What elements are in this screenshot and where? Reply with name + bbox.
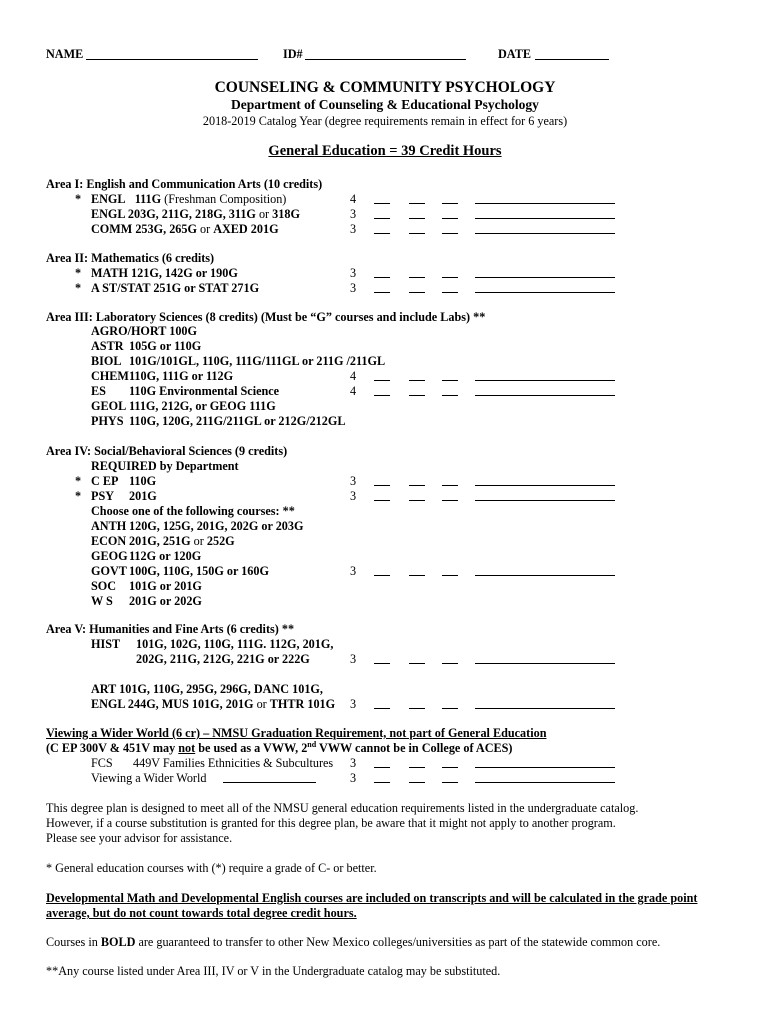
credits: 3 — [350, 281, 357, 295]
course-code: W S — [91, 594, 113, 608]
course-code: ENGL — [91, 192, 126, 206]
semester-blank[interactable] — [374, 203, 390, 204]
credits: 3 — [350, 474, 357, 488]
area1-course-2 — [91, 207, 300, 221]
required-star: * — [75, 474, 82, 488]
credits: 4 — [350, 384, 357, 398]
course-taken-blank[interactable] — [475, 395, 615, 396]
credits: 3 — [350, 489, 357, 503]
course-taken-blank[interactable] — [475, 767, 615, 768]
credits: 3 — [350, 771, 357, 785]
program-title: COUNSELING & COMMUNITY PSYCHOLOGY — [214, 79, 556, 96]
developmental-note-1: Developmental Math and Developmental English courses are included on transcripts and will be calculated in the grade point — [46, 891, 698, 905]
course-code: ES — [91, 384, 106, 398]
required-star: * — [75, 281, 82, 295]
area3-row — [91, 354, 385, 368]
course-taken-blank[interactable] — [475, 233, 615, 234]
credits: 3 — [350, 207, 357, 221]
required-star: * — [75, 266, 82, 280]
semester-blank[interactable] — [374, 395, 390, 396]
area3-row — [91, 369, 233, 383]
vww-course-2: Viewing a Wider World — [91, 771, 207, 785]
footer-para-1-line-3: Please see your advisor for assistance. — [46, 831, 233, 845]
course-list: 105G or 110G — [129, 339, 202, 353]
semester-blank[interactable] — [374, 708, 390, 709]
course-list: 110G Environmental Science — [129, 384, 280, 398]
developmental-note-2: average, but do not count towards total degree credit hours. — [46, 906, 357, 920]
course-taken-blank[interactable] — [475, 380, 615, 381]
course-list: 110G, 120G, 211G/211GL or 212G/212GL — [129, 414, 346, 428]
course-code: ANTH — [91, 519, 127, 533]
semester-blank[interactable] — [374, 782, 390, 783]
gen-ed-title: General Education = 39 Credit Hours — [268, 143, 502, 159]
year-blank[interactable] — [409, 395, 425, 396]
grade-blank[interactable] — [442, 203, 458, 204]
semester-blank[interactable] — [374, 233, 390, 234]
area2-heading: Area II: Mathematics (6 credits) — [46, 251, 215, 265]
name-label: NAME — [46, 47, 84, 61]
grade-blank[interactable] — [442, 500, 458, 501]
course-code: PSY — [91, 489, 115, 503]
area2-course-1: MATH 121G, 142G or 190G — [91, 266, 238, 280]
required-by-dept: REQUIRED by Department — [91, 459, 239, 473]
note-part: are guaranteed to transfer to other New Mexico colleges/universities as part of the statewide common core. — [138, 935, 661, 949]
semester-blank[interactable] — [374, 575, 390, 576]
course-taken-blank[interactable] — [475, 708, 615, 709]
course-end: 252G — [206, 534, 235, 548]
or-word: or — [193, 534, 204, 548]
grade-blank[interactable] — [442, 277, 458, 278]
area4-row — [91, 594, 202, 608]
area3-row — [91, 399, 276, 413]
or-word: or — [200, 222, 211, 236]
course-taken-blank[interactable] — [475, 575, 615, 576]
hist-courses-1: 101G, 102G, 110G, 111G. 112G, 201G, — [136, 637, 334, 651]
course-code: FCS — [91, 756, 113, 770]
vww-course-1 — [91, 756, 333, 770]
area4-course-1 — [91, 474, 156, 488]
hist-courses-2: 202G, 211G, 212G, 221G or 222G — [136, 652, 310, 666]
grade-blank[interactable] — [442, 395, 458, 396]
course-list: 111G, 212G, or GEOG 111G — [129, 399, 276, 413]
credits: 4 — [350, 192, 357, 206]
area3-row — [91, 384, 279, 398]
or-word: or — [258, 207, 270, 221]
area1-course-1 — [91, 192, 286, 206]
date-label: DATE — [498, 47, 531, 61]
credits: 3 — [350, 652, 357, 666]
semester-blank[interactable] — [374, 663, 390, 664]
course-list: 101G/101GL, 110G, 111G/111GL or 211G /211GL — [129, 354, 386, 368]
year-blank[interactable] — [409, 782, 425, 783]
course-taken-blank[interactable] — [475, 485, 615, 486]
year-blank[interactable] — [409, 485, 425, 486]
grade-blank[interactable] — [442, 575, 458, 576]
grade-blank[interactable] — [442, 485, 458, 486]
semester-blank[interactable] — [374, 380, 390, 381]
grade-blank[interactable] — [442, 708, 458, 709]
date-field[interactable] — [535, 59, 609, 60]
course-code: BIOL — [91, 354, 122, 368]
grade-blank[interactable] — [442, 767, 458, 768]
substitution-note: **Any course listed under Area III, IV or V in the Undergraduate catalog may be substituted. — [46, 964, 501, 978]
footer-para-1-line-1: This degree plan is designed to meet all of the NMSU general education requirements listed in the undergraduate catalog. — [46, 801, 639, 815]
required-star: * — [75, 489, 82, 503]
vww-note-not: not — [178, 741, 196, 755]
vww-note — [46, 741, 512, 755]
course-code: ASTR — [91, 339, 124, 353]
grade-blank[interactable] — [442, 233, 458, 234]
grade-blank[interactable] — [442, 380, 458, 381]
semester-blank[interactable] — [374, 767, 390, 768]
credits: 3 — [350, 756, 357, 770]
credits: 3 — [350, 697, 357, 711]
note-bold: BOLD — [100, 935, 136, 949]
area1-heading: Area I: English and Communication Arts (10 credits) — [46, 177, 323, 191]
grade-blank[interactable] — [442, 218, 458, 219]
department-title: Department of Counseling & Educational Psychology — [231, 97, 539, 112]
course-code: GOVT — [91, 564, 127, 578]
course-number: 111G — [134, 192, 162, 206]
vww-course-field[interactable] — [223, 782, 316, 783]
course-list: 112G or 120G — [129, 549, 202, 563]
credits: 3 — [350, 222, 357, 236]
id-label: ID# — [283, 47, 303, 61]
area5-heading: Area V: Humanities and Fine Arts (6 credits) ** — [46, 622, 295, 636]
course-end: AXED 201G — [213, 222, 279, 236]
course-list: ENGL 244G, MUS 101G, 201G — [91, 697, 254, 711]
course-taken-blank[interactable] — [475, 292, 615, 293]
arts-courses-1: ART 101G, 110G, 295G, 296G, DANC 101G, — [91, 682, 323, 696]
semester-blank[interactable] — [374, 292, 390, 293]
area4-row — [91, 549, 201, 563]
course-title: 449V Families Ethnicities & Subcultures — [133, 756, 334, 770]
course-list: COMM 253G, 265G — [91, 222, 197, 236]
area4-row — [91, 534, 235, 548]
area2-course-2: A ST/STAT 251G or STAT 271G — [91, 281, 260, 295]
vww-note-part: be used as a VWW, 2 — [198, 741, 308, 755]
year-blank[interactable] — [409, 380, 425, 381]
credits: 4 — [350, 369, 357, 383]
course-code: CHEM — [91, 369, 129, 383]
name-field[interactable] — [86, 59, 258, 60]
course-code: PHYS — [91, 414, 124, 428]
credits: 3 — [350, 266, 357, 280]
grade-blank[interactable] — [442, 782, 458, 783]
course-number: 201G — [129, 489, 157, 503]
course-taken-blank[interactable] — [475, 500, 615, 501]
course-list: 120G, 125G, 201G, 202G or 203G — [129, 519, 304, 533]
year-blank[interactable] — [409, 233, 425, 234]
course-taken-blank[interactable] — [475, 663, 615, 664]
year-blank[interactable] — [409, 500, 425, 501]
grade-blank[interactable] — [442, 292, 458, 293]
year-blank[interactable] — [409, 292, 425, 293]
course-list: ENGL 203G, 211G, 218G, 311G — [91, 207, 256, 221]
year-blank[interactable] — [409, 277, 425, 278]
year-blank[interactable] — [409, 767, 425, 768]
course-code: SOC — [91, 579, 117, 593]
area3-heading: Area III: Laboratory Sciences (8 credits) (Must be “G” courses and include Labs) ** — [46, 310, 486, 324]
course-code: C EP — [91, 474, 119, 488]
course-code: AGRO/HORT 100G — [91, 324, 197, 338]
area4-row — [91, 564, 269, 578]
vww-heading: Viewing a Wider World (6 cr) – NMSU Graduation Requirement, not part of General Education — [46, 726, 547, 740]
course-taken-blank[interactable] — [475, 218, 615, 219]
or-word: or — [256, 697, 267, 711]
id-field[interactable] — [305, 59, 466, 60]
footer-grade-note: * General education courses with (*) require a grade of C- or better. — [46, 861, 377, 875]
course-taken-blank[interactable] — [475, 277, 615, 278]
footer-para-1-line-2: However, if a course substitution is granted for this degree plan, be aware that it might not apply to another program. — [46, 816, 616, 830]
year-blank[interactable] — [409, 575, 425, 576]
course-list: 100G, 110G, 150G or 160G — [129, 564, 269, 578]
area4-row — [91, 519, 303, 533]
vww-note-sup: nd — [307, 739, 317, 749]
area4-course-2 — [91, 489, 157, 503]
area4-heading: Area IV: Social/Behavioral Sciences (9 credits) — [46, 444, 288, 458]
year-blank[interactable] — [409, 663, 425, 664]
year-blank[interactable] — [409, 203, 425, 204]
catalog-year: 2018-2019 Catalog Year (degree requirements remain in effect for 6 years) — [202, 114, 568, 128]
credits: 3 — [350, 564, 357, 578]
area4-row — [91, 579, 202, 593]
course-taken-blank[interactable] — [475, 203, 615, 204]
note-part: Courses in — [46, 935, 98, 949]
area3-row — [91, 414, 345, 428]
course-number: 110G — [129, 474, 157, 488]
course-list: 110G, 111G or 112G — [129, 369, 234, 383]
vww-note-part: (C EP 300V & 451V may — [46, 741, 176, 755]
semester-blank[interactable] — [374, 218, 390, 219]
area1-course-3 — [91, 222, 279, 236]
course-list: 101G or 201G — [129, 579, 202, 593]
course-end: THTR 101G — [269, 697, 336, 711]
vww-note-part: VWW cannot be in College of ACES) — [319, 741, 513, 755]
bold-courses-note — [46, 935, 660, 949]
course-list: 201G or 202G — [129, 594, 202, 608]
year-blank[interactable] — [409, 218, 425, 219]
choose-one-label: Choose one of the following courses: ** — [91, 504, 295, 518]
course-code: GEOL — [91, 399, 127, 413]
course-taken-blank[interactable] — [475, 782, 615, 783]
course-code: GEOG — [91, 549, 128, 563]
hist-code: HIST — [91, 637, 121, 651]
course-note: (Freshman Composition) — [164, 192, 287, 206]
grade-blank[interactable] — [442, 663, 458, 664]
area3-row — [91, 324, 197, 338]
area3-row — [91, 339, 201, 353]
course-list: 201G, 251G — [129, 534, 191, 548]
arts-courses-2 — [91, 697, 335, 711]
semester-blank[interactable] — [374, 500, 390, 501]
course-code: ECON — [91, 534, 127, 548]
year-blank[interactable] — [409, 708, 425, 709]
required-star: * — [75, 192, 82, 206]
semester-blank[interactable] — [374, 277, 390, 278]
course-end: 318G — [272, 207, 300, 221]
semester-blank[interactable] — [374, 485, 390, 486]
